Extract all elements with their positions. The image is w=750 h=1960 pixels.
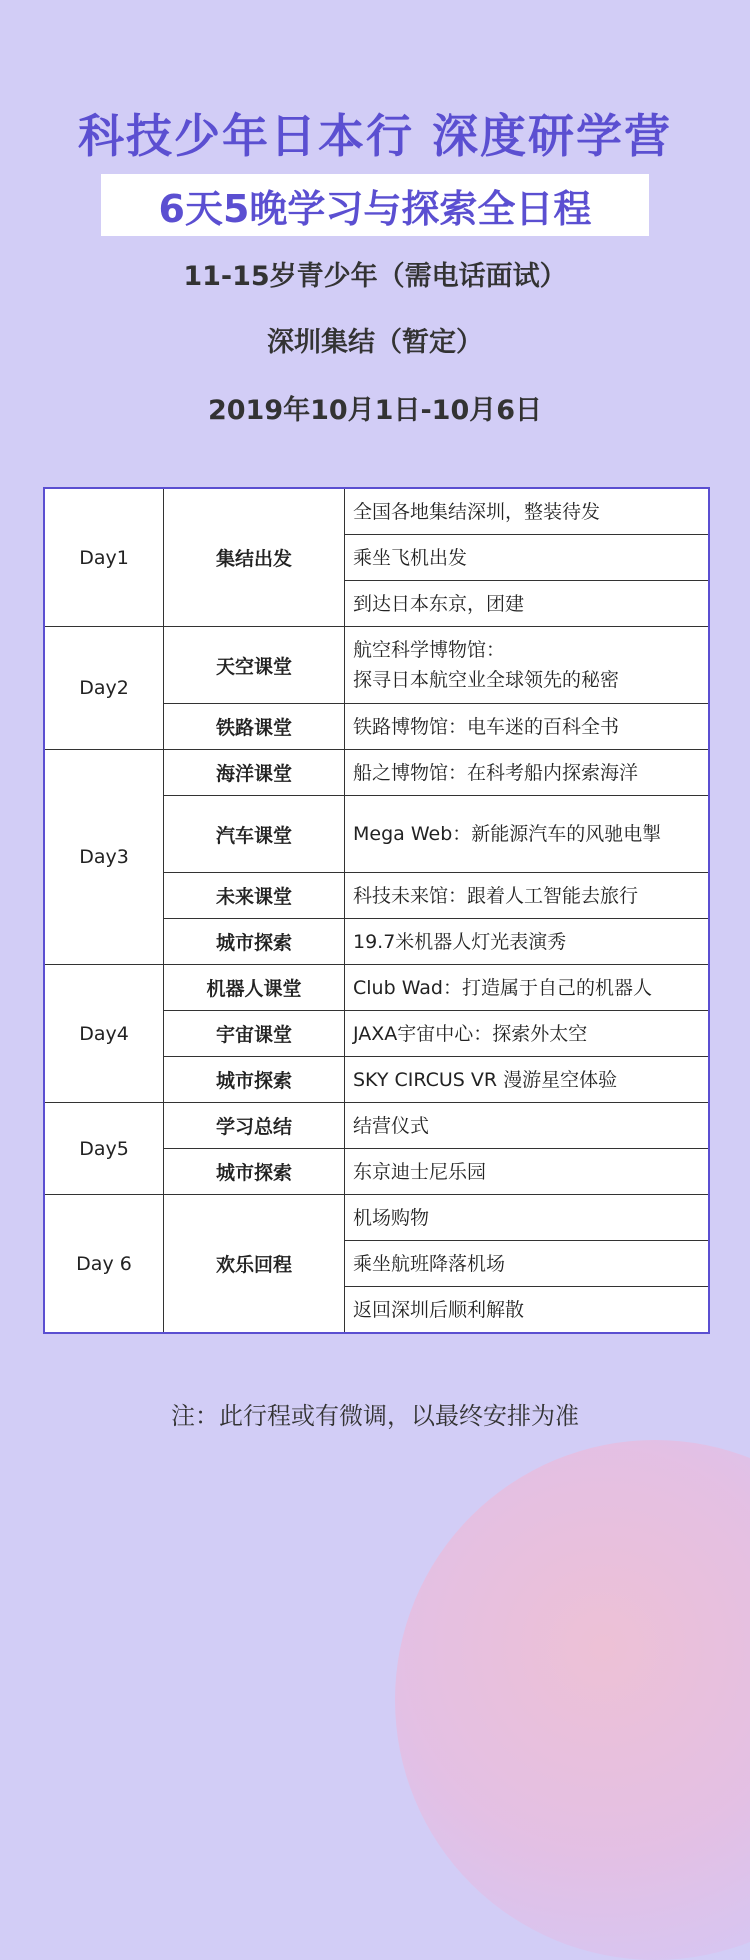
meeting-location: 深圳集结（暂定） — [267, 327, 483, 358]
topic-label: 机器人课堂 — [164, 965, 345, 1011]
activity-text: 科技未来馆：跟着人工智能去旅行 — [345, 873, 710, 919]
topic-label: 城市探索 — [164, 1057, 345, 1103]
day-label: Day2 — [44, 627, 164, 750]
activity-text: 全国各地集结深圳，整装待发 — [345, 488, 710, 535]
table-row — [44, 627, 709, 704]
topic-label: 铁路课堂 — [164, 704, 345, 750]
day-label: Day1 — [44, 488, 164, 627]
topic-label: 城市探索 — [164, 919, 345, 965]
topic-label: 天空课堂 — [164, 627, 345, 704]
day-label: Day3 — [44, 750, 164, 965]
trip-dates: 2019年10月1日-10月6日 — [207, 395, 543, 426]
activity-text: Mega Web：新能源汽车的风驰电掣 — [345, 796, 710, 873]
activity-text: 船之博物馆：在科考船内探索海洋 — [345, 750, 710, 796]
activity-text: 乘坐飞机出发 — [345, 535, 710, 581]
activity-text: 铁路博物馆：电车迷的百科全书 — [345, 704, 710, 750]
activity-text: 19.7米机器人灯光表演秀 — [345, 919, 710, 965]
activity-text: 乘坐航班降落机场 — [345, 1241, 710, 1287]
activity-text: 结营仪式 — [345, 1103, 710, 1149]
activity-text: JAXA宇宙中心：探索外太空 — [345, 1011, 710, 1057]
table-row — [44, 750, 709, 796]
page-title: 科技少年日本行 深度研学营 — [77, 109, 672, 163]
day-label: Day 6 — [44, 1195, 164, 1334]
age-range: 11-15岁青少年（需电话面试） — [183, 261, 567, 292]
activity-text: 返回深圳后顺利解散 — [345, 1287, 710, 1334]
table-row — [44, 1103, 709, 1149]
decorative-circle — [395, 1440, 750, 1960]
topic-label: 宇宙课堂 — [164, 1011, 345, 1057]
table-row — [44, 1195, 709, 1241]
table-row — [44, 488, 709, 535]
topic-label: 学习总结 — [164, 1103, 345, 1149]
topic-label: 城市探索 — [164, 1149, 345, 1195]
page-subtitle: 6天5晚学习与探索全日程 — [101, 174, 649, 236]
footer-note: 注：此行程或有微调，以最终安排为准 — [171, 1402, 579, 1430]
activity-text: 机场购物 — [345, 1195, 710, 1241]
activity-text: 航空科学博物馆： 探寻日本航空业全球领先的秘密 — [345, 627, 710, 704]
topic-label: 欢乐回程 — [164, 1195, 345, 1334]
activity-text: 东京迪士尼乐园 — [345, 1149, 710, 1195]
activity-text: SKY CIRCUS VR 漫游星空体验 — [345, 1057, 710, 1103]
topic-label: 未来课堂 — [164, 873, 345, 919]
topic-label: 海洋课堂 — [164, 750, 345, 796]
schedule-table — [43, 487, 710, 1334]
topic-label: 集结出发 — [164, 488, 345, 627]
topic-label: 汽车课堂 — [164, 796, 345, 873]
activity-text: 到达日本东京，团建 — [345, 581, 710, 627]
day-label: Day4 — [44, 965, 164, 1103]
table-row — [44, 965, 709, 1011]
day-label: Day5 — [44, 1103, 164, 1195]
activity-text: Club Wad：打造属于自己的机器人 — [345, 965, 710, 1011]
